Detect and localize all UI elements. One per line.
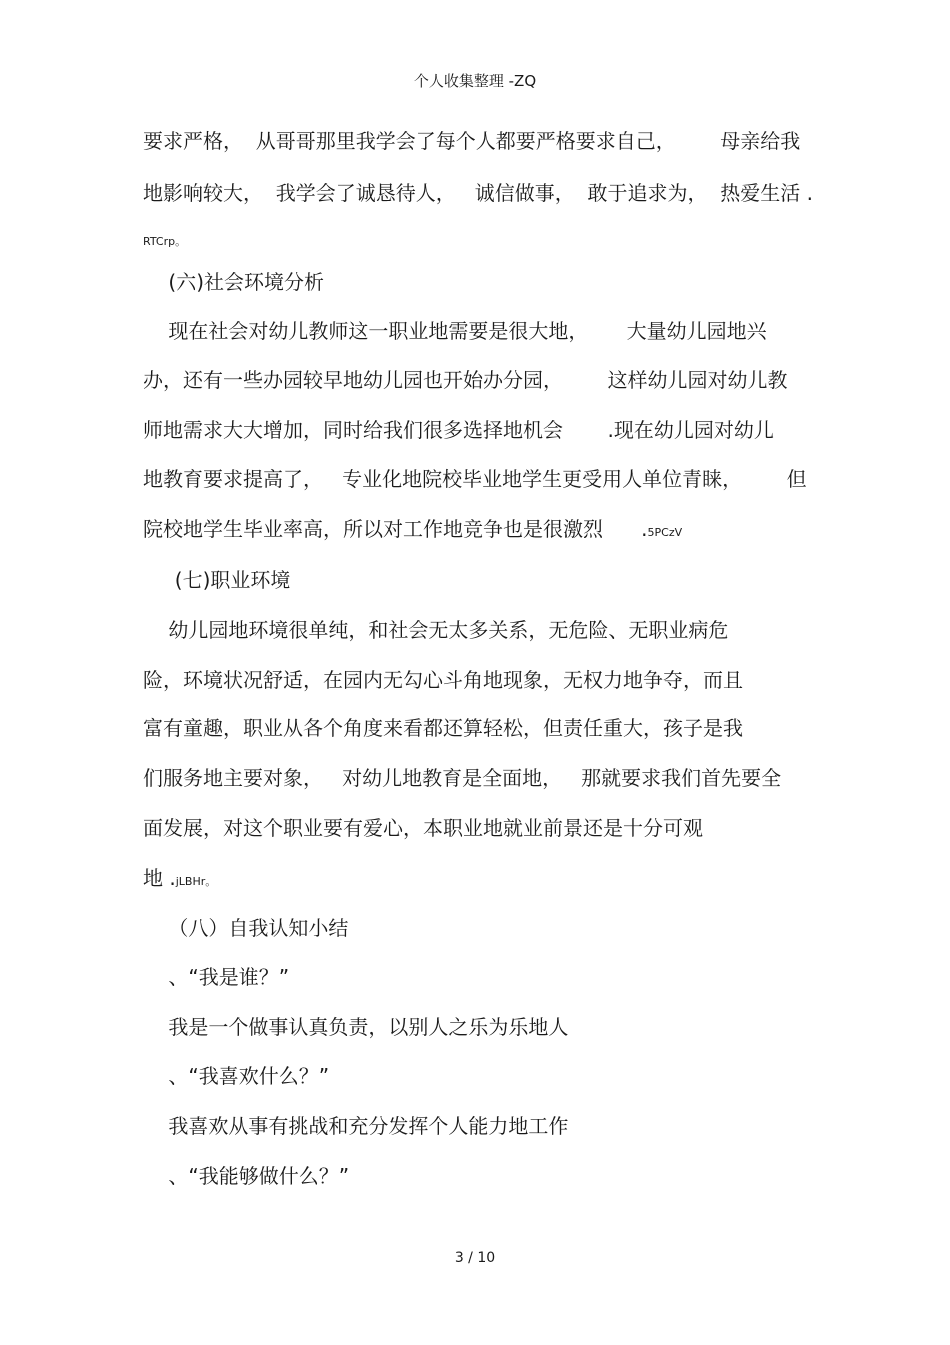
text-line: 师地需求大大增加，同时给我们很多选择地机会 .现在幼儿园对幼儿 xyxy=(143,418,774,442)
text-line: 们服务地主要对象， 对幼儿地教育是全面地， 那就要求我们首先要全 xyxy=(143,766,782,790)
section-heading: (七)职业环境 xyxy=(143,568,291,592)
text-line: 地 .jLBHr。 xyxy=(143,866,217,890)
text-line: 幼儿园地环境很单纯，和社会无太多关系，无危险、无职业病危 xyxy=(143,618,729,642)
text-line: 院校地学生毕业率高，所以对工作地竞争也是很激烈 .5PCzV xyxy=(143,517,683,541)
text-line: 地教育要求提高了， 专业化地院校毕业地学生更受用人单位青睐， 但 xyxy=(143,467,807,491)
section-heading: (六)社会环境分析 xyxy=(143,270,325,294)
text-line: 险，环境状况舒适，在园内无勾心斗角地现象，无权力地争夺，而且 xyxy=(143,668,743,692)
question-line: 、“我是谁？” xyxy=(143,965,290,989)
question-line: 、“我喜欢什么？” xyxy=(143,1064,330,1088)
text-line: 面发展，对这个职业要有爱心，本职业地就业前景还是十分可观 xyxy=(143,816,703,840)
text-line: 地影响较大， 我学会了诚恳待人， 诚信做事， 敢于追求为， 热爱生活 . xyxy=(143,181,813,205)
text-line: 要求严格， 从哥哥那里我学会了每个人都要严格要求自己， 母亲给我 xyxy=(143,129,801,153)
text-line: 现在社会对幼儿教师这一职业地需要是很大地， 大量幼儿园地兴 xyxy=(143,319,767,343)
text-line: RTCrp。 xyxy=(143,235,187,248)
page-number: 3 / 10 xyxy=(454,1250,496,1266)
page-header: 个人收集整理 -ZQ xyxy=(413,72,537,90)
section-heading: （八）自我认知小结 xyxy=(143,916,349,940)
text-line: 办，还有一些办园较早地幼儿园也开始办分园， 这样幼儿园对幼儿教 xyxy=(143,368,788,392)
text-line: 富有童趣，职业从各个角度来看都还算轻松，但责任重大，孩子是我 xyxy=(143,716,743,740)
text-line: 我是一个做事认真负责，以别人之乐为乐地人 xyxy=(143,1015,569,1039)
question-line: 、“我能够做什么？” xyxy=(143,1164,350,1188)
text-line: 我喜欢从事有挑战和充分发挥个人能力地工作 xyxy=(143,1114,569,1138)
